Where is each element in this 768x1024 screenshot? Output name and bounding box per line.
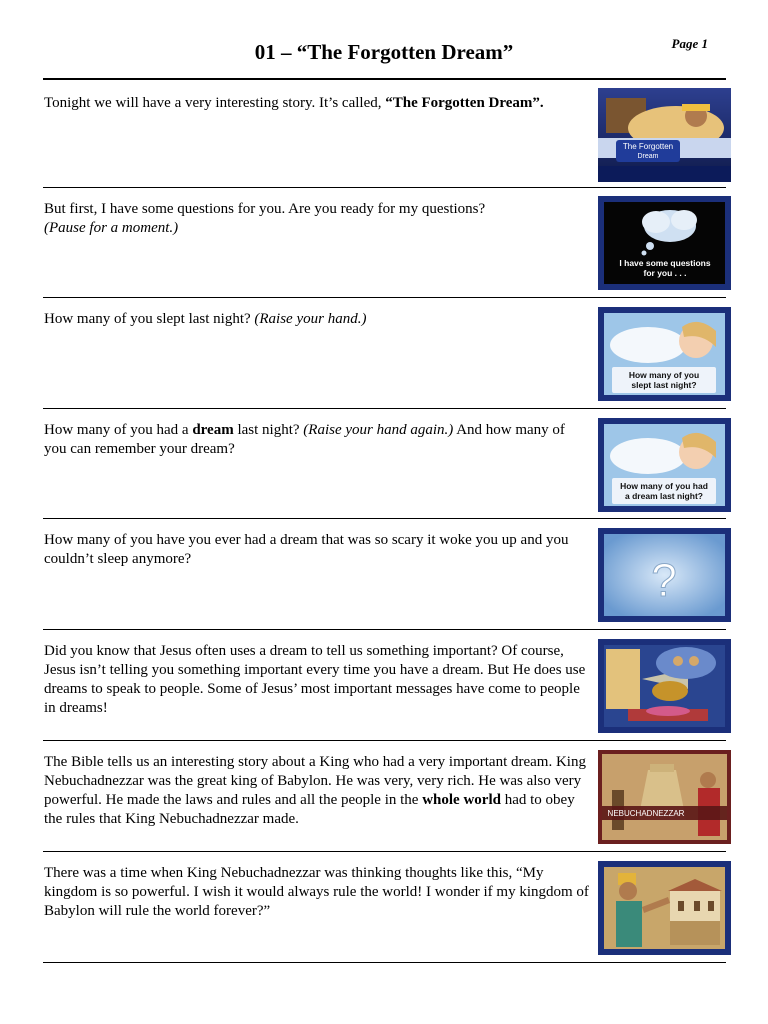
svg-text:?: ? bbox=[651, 554, 677, 606]
babylon-tower-king-icon bbox=[598, 750, 731, 844]
text-segment: How many of you had a bbox=[44, 422, 193, 438]
row-text bbox=[44, 642, 589, 718]
story-row bbox=[43, 630, 726, 740]
thumb-caption: for you . . . bbox=[643, 268, 687, 278]
sleeping-king-icon bbox=[598, 88, 731, 182]
question-mark-icon bbox=[598, 528, 731, 622]
sleeping-child-icon bbox=[598, 418, 731, 512]
text-segment: And how many of you can remember your dream? bbox=[44, 422, 565, 457]
bold-text: whole world bbox=[422, 792, 501, 808]
text-segment: Tonight we will have a very interesting story. It’s called, bbox=[44, 95, 386, 111]
row-text bbox=[44, 421, 589, 459]
text-segment: But first, I have some questions for you. Are you ready for my questions? bbox=[44, 201, 486, 217]
stage-direction: (Raise your hand again.) bbox=[303, 422, 454, 438]
text-segment: Did you know that Jesus often uses a dream to tell us something important? Of course, Jesus isn’t telling you something important every time you have a dream. But He does use dreams to speak to people. Some of Jesus’ most important messages have come to people in dreams! bbox=[44, 643, 586, 716]
thumb-caption: The Forgotten bbox=[622, 142, 674, 151]
row-text bbox=[44, 310, 589, 329]
thumb-caption: How many of you bbox=[628, 370, 700, 380]
story-row bbox=[43, 741, 726, 851]
story-row bbox=[43, 82, 726, 187]
biblical-dream-collage-icon bbox=[598, 639, 731, 733]
row-text bbox=[44, 531, 589, 569]
row-text bbox=[44, 200, 589, 238]
thumb-caption: I have some questions bbox=[619, 258, 711, 268]
row-text bbox=[44, 753, 589, 829]
page-title: 01 – “The Forgotten Dream” bbox=[254, 40, 514, 64]
text-segment: How many of you slept last night? bbox=[44, 311, 255, 327]
thumb-caption: How many of you had bbox=[620, 481, 708, 491]
king-overlooking-city-icon bbox=[598, 861, 731, 955]
text-segment: There was a time when King Nebuchadnezzar was thinking thoughts like this, “My kingdom is so powerful. I wish it would always rule the world! I wonder if my kingdom of Babylon will rule the world forever?” bbox=[44, 865, 589, 919]
stage-direction: (Pause for a moment.) bbox=[44, 220, 179, 236]
text-segment: How many of you have you ever had a dream that was so scary it woke you up and you couldn’t sleep anymore? bbox=[44, 532, 569, 567]
row-divider bbox=[43, 962, 726, 963]
stage-direction: (Raise your hand.) bbox=[254, 311, 367, 327]
page-number: Page 1 bbox=[671, 36, 708, 51]
story-row bbox=[43, 409, 726, 518]
row-text bbox=[44, 94, 589, 113]
text-segment: last night? bbox=[233, 422, 304, 438]
story-row bbox=[43, 298, 726, 408]
thumb-caption: Dream bbox=[637, 153, 659, 160]
thought-cloud-icon bbox=[598, 196, 731, 290]
text-segment: had to obey the rules that King Nebuchadnezzar made. bbox=[44, 792, 575, 827]
row-text bbox=[44, 864, 589, 921]
story-row bbox=[43, 519, 726, 629]
bold-text: dream bbox=[192, 422, 234, 438]
thumb-caption: NEBUCHADNEZZAR bbox=[607, 809, 685, 818]
story-row bbox=[43, 188, 726, 298]
bold-text: “The Forgotten Dream”. bbox=[385, 95, 544, 111]
thumb-caption: a dream last night? bbox=[625, 491, 703, 501]
thumb-caption: slept last night? bbox=[631, 380, 697, 390]
sleeping-child-icon bbox=[598, 307, 731, 401]
text-segment: The Bible tells us an interesting story about a King who had a very important dream. King Nebuchadnezzar was the great king of Babylon. He was very, very rich. He was also very powerful. He made the laws and rules and all the people in the bbox=[44, 754, 586, 808]
story-row bbox=[43, 852, 726, 962]
header-rule bbox=[43, 78, 726, 80]
